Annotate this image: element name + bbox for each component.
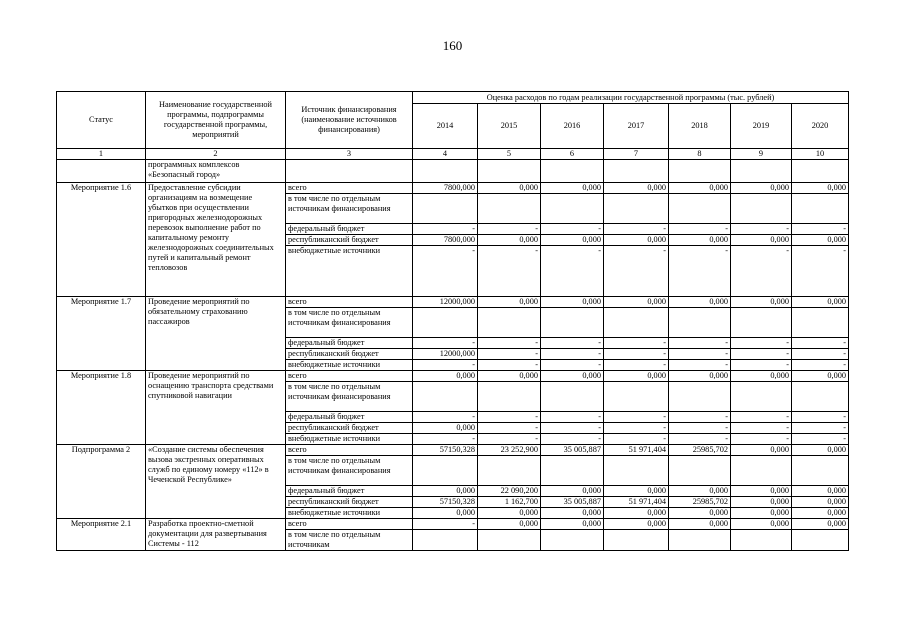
column-number: 6 xyxy=(541,149,604,160)
amount-cell: - xyxy=(792,423,849,434)
amount-cell: 0,000 xyxy=(541,519,604,530)
amount-cell: 7800,000 xyxy=(413,235,478,246)
amount-cell: 0,000 xyxy=(792,508,849,519)
amount-cell xyxy=(478,194,541,224)
amount-cell: - xyxy=(413,519,478,530)
funding-source: республиканский бюджет xyxy=(286,423,413,434)
row-name: Проведение мероприятий по оснащению транспорта средствами спутниковой навигации xyxy=(146,371,286,445)
funding-source: в том числе по отдельным источникам финансирования xyxy=(286,382,413,412)
row-status: Мероприятие 1.7 xyxy=(57,297,146,371)
amount-cell: - xyxy=(731,423,792,434)
amount-cell: - xyxy=(669,412,731,423)
row-name: Разработка проектно-сметной документации для развертывания Системы - 112 xyxy=(146,519,286,551)
amount-cell xyxy=(604,382,669,412)
column-number: 3 xyxy=(286,149,413,160)
amount-cell: 35 005,887 xyxy=(541,445,604,456)
amount-cell: 0,000 xyxy=(731,445,792,456)
funding-source: всего xyxy=(286,297,413,308)
amount-cell xyxy=(669,530,731,551)
amount-cell xyxy=(792,530,849,551)
amount-cell: - xyxy=(413,224,478,235)
header-year: 2015 xyxy=(478,104,541,149)
funding-source: республиканский бюджет xyxy=(286,349,413,360)
column-number: 9 xyxy=(731,149,792,160)
amount-cell: - xyxy=(731,338,792,349)
empty-cell xyxy=(669,160,731,183)
amount-cell: - xyxy=(669,224,731,235)
amount-cell: 0,000 xyxy=(669,371,731,382)
amount-cell: - xyxy=(669,349,731,360)
amount-cell: - xyxy=(478,349,541,360)
amount-cell: - xyxy=(604,434,669,445)
header-status: Статус xyxy=(57,92,146,149)
funding-source: республиканский бюджет xyxy=(286,497,413,508)
amount-cell: - xyxy=(541,338,604,349)
row-name: Проведение мероприятий по обязательному страхованию пассажиров xyxy=(146,297,286,371)
amount-cell: - xyxy=(541,349,604,360)
empty-cell xyxy=(413,160,478,183)
amount-cell xyxy=(731,456,792,486)
page-number: 160 xyxy=(442,38,463,53)
amount-cell xyxy=(478,382,541,412)
amount-cell: 0,000 xyxy=(604,486,669,497)
amount-cell: - xyxy=(541,360,604,371)
amount-cell xyxy=(541,194,604,224)
header-year: 2016 xyxy=(541,104,604,149)
funding-source: в том числе по отдельным источникам финансирования xyxy=(286,456,413,486)
amount-cell: 0,000 xyxy=(413,508,478,519)
amount-cell: 0,000 xyxy=(541,371,604,382)
amount-cell: 0,000 xyxy=(541,235,604,246)
amount-cell: 0,000 xyxy=(478,235,541,246)
funding-source: внебюджетные источники xyxy=(286,246,413,297)
amount-cell: - xyxy=(541,423,604,434)
header-year: 2020 xyxy=(792,104,849,149)
column-number: 4 xyxy=(413,149,478,160)
amount-cell: - xyxy=(413,412,478,423)
amount-cell: - xyxy=(792,434,849,445)
amount-cell: - xyxy=(792,224,849,235)
amount-cell: - xyxy=(478,360,541,371)
amount-cell xyxy=(478,456,541,486)
amount-cell: - xyxy=(731,224,792,235)
column-number: 5 xyxy=(478,149,541,160)
amount-cell: - xyxy=(604,360,669,371)
amount-cell: - xyxy=(413,360,478,371)
amount-cell xyxy=(731,194,792,224)
amount-cell xyxy=(604,194,669,224)
amount-cell: - xyxy=(413,246,478,297)
amount-cell: 57150,328 xyxy=(413,497,478,508)
header-year: 2017 xyxy=(604,104,669,149)
amount-cell: 0,000 xyxy=(669,508,731,519)
amount-cell: 12000,000 xyxy=(413,297,478,308)
amount-cell: 0,000 xyxy=(792,519,849,530)
amount-cell: 0,000 xyxy=(731,497,792,508)
amount-cell: - xyxy=(669,423,731,434)
amount-cell: - xyxy=(604,338,669,349)
row-status: Мероприятие 2.1 xyxy=(57,519,146,551)
amount-cell: 12000,000 xyxy=(413,349,478,360)
amount-cell: - xyxy=(541,224,604,235)
amount-cell: 0,000 xyxy=(604,297,669,308)
funding-source: в том числе по отдельным источникам финансирования xyxy=(286,194,413,224)
amount-cell: - xyxy=(541,246,604,297)
amount-cell xyxy=(669,456,731,486)
funding-source: федеральный бюджет xyxy=(286,412,413,423)
amount-cell xyxy=(541,456,604,486)
funding-source: всего xyxy=(286,371,413,382)
amount-cell: - xyxy=(604,423,669,434)
funding-source: внебюджетные источники xyxy=(286,360,413,371)
amount-cell: - xyxy=(604,224,669,235)
row-status: Мероприятие 1.8 xyxy=(57,371,146,445)
amount-cell xyxy=(669,382,731,412)
amount-cell: 51 971,404 xyxy=(604,445,669,456)
amount-cell: - xyxy=(604,412,669,423)
empty-cell xyxy=(478,160,541,183)
amount-cell xyxy=(478,308,541,338)
empty-cell xyxy=(604,160,669,183)
amount-cell xyxy=(669,308,731,338)
amount-cell: 0,000 xyxy=(478,183,541,194)
amount-cell xyxy=(604,308,669,338)
amount-cell: 0,000 xyxy=(731,183,792,194)
amount-cell: - xyxy=(669,338,731,349)
header-year: 2019 xyxy=(731,104,792,149)
funding-source: в том числе по отдельным источникам xyxy=(286,530,413,551)
amount-cell xyxy=(792,308,849,338)
amount-cell: 0,000 xyxy=(731,235,792,246)
amount-cell: - xyxy=(413,434,478,445)
funding-source: федеральный бюджет xyxy=(286,486,413,497)
amount-cell: - xyxy=(792,338,849,349)
funding-source: всего xyxy=(286,183,413,194)
row-name: «Создание системы обеспечения вызова экстренных оперативных служб по единому номеру «112» в Чеченской Республике» xyxy=(146,445,286,519)
amount-cell: - xyxy=(792,246,849,297)
funding-source: внебюджетные источники xyxy=(286,508,413,519)
row-name: Предоставление субсидии организациям на возмещение убытков при осуществлении пригородных железнодорожных перевозок выполнение работ по капитальному ремонту железнодорожных соединительных путей и капитальный ремонт тепловозов xyxy=(146,183,286,297)
amount-cell: - xyxy=(478,434,541,445)
column-number: 2 xyxy=(146,149,286,160)
amount-cell xyxy=(604,456,669,486)
column-number: 10 xyxy=(792,149,849,160)
amount-cell: - xyxy=(792,349,849,360)
funding-source: федеральный бюджет xyxy=(286,338,413,349)
amount-cell xyxy=(669,194,731,224)
amount-cell xyxy=(792,382,849,412)
amount-cell xyxy=(413,308,478,338)
amount-cell: 0,000 xyxy=(669,297,731,308)
column-number: 1 xyxy=(57,149,146,160)
amount-cell xyxy=(413,530,478,551)
amount-cell xyxy=(541,382,604,412)
amount-cell: 0,000 xyxy=(731,508,792,519)
amount-cell: - xyxy=(478,338,541,349)
amount-cell: 1 162,700 xyxy=(478,497,541,508)
amount-cell: - xyxy=(792,360,849,371)
amount-cell xyxy=(478,530,541,551)
amount-cell: - xyxy=(731,349,792,360)
amount-cell: 0,000 xyxy=(478,519,541,530)
amount-cell xyxy=(792,194,849,224)
amount-cell: 0,000 xyxy=(669,486,731,497)
amount-cell: - xyxy=(604,349,669,360)
amount-cell: - xyxy=(792,412,849,423)
amount-cell: 35 005,887 xyxy=(541,497,604,508)
budget-table xyxy=(56,91,849,551)
amount-cell: - xyxy=(478,412,541,423)
empty-cell xyxy=(731,160,792,183)
amount-cell: 0,000 xyxy=(669,183,731,194)
amount-cell: 0,000 xyxy=(541,508,604,519)
amount-cell: - xyxy=(478,246,541,297)
amount-cell: 0,000 xyxy=(604,508,669,519)
amount-cell: 0,000 xyxy=(792,445,849,456)
amount-cell xyxy=(792,456,849,486)
amount-cell: 0,000 xyxy=(792,497,849,508)
amount-cell: 0,000 xyxy=(541,183,604,194)
amount-cell: 25985,702 xyxy=(669,497,731,508)
amount-cell: - xyxy=(669,360,731,371)
amount-cell xyxy=(604,530,669,551)
amount-cell: - xyxy=(731,246,792,297)
amount-cell: 22 090,200 xyxy=(478,486,541,497)
header-estimate: Оценка расходов по годам реализации государственной программы (тыс. рублей) xyxy=(413,92,849,104)
amount-cell: - xyxy=(731,434,792,445)
row-status: Мероприятие 1.6 xyxy=(57,183,146,297)
table-row xyxy=(57,183,849,194)
header-name: Наименование государственной программы, подпрограммы государственной программы, мероприятий xyxy=(146,92,286,149)
header-source: Источник финансирования (наименование источников финансирования) xyxy=(286,92,413,149)
amount-cell: 23 252,900 xyxy=(478,445,541,456)
amount-cell xyxy=(413,382,478,412)
funding-source: всего xyxy=(286,445,413,456)
amount-cell: 0,000 xyxy=(731,519,792,530)
funding-source: внебюджетные источники xyxy=(286,434,413,445)
amount-cell xyxy=(413,194,478,224)
amount-cell: 0,000 xyxy=(669,519,731,530)
funding-source: федеральный бюджет xyxy=(286,224,413,235)
amount-cell: - xyxy=(541,434,604,445)
amount-cell: 0,000 xyxy=(478,508,541,519)
column-number: 8 xyxy=(669,149,731,160)
amount-cell: 57150,328 xyxy=(413,445,478,456)
amount-cell: - xyxy=(669,434,731,445)
amount-cell xyxy=(413,456,478,486)
amount-cell: 0,000 xyxy=(478,371,541,382)
row-status: Подпрограмма 2 xyxy=(57,445,146,519)
table-row xyxy=(57,297,849,308)
amount-cell: - xyxy=(478,423,541,434)
amount-cell: 0,000 xyxy=(604,235,669,246)
empty-cell xyxy=(792,160,849,183)
amount-cell xyxy=(731,382,792,412)
amount-cell: 51 971,404 xyxy=(604,497,669,508)
amount-cell: 0,000 xyxy=(731,297,792,308)
amount-cell: - xyxy=(731,360,792,371)
amount-cell: 7800,000 xyxy=(413,183,478,194)
amount-cell: 0,000 xyxy=(604,183,669,194)
continuation-status-cell xyxy=(57,160,146,183)
funding-source: республиканский бюджет xyxy=(286,235,413,246)
amount-cell: - xyxy=(731,412,792,423)
amount-cell: 0,000 xyxy=(792,486,849,497)
amount-cell: 0,000 xyxy=(541,486,604,497)
amount-cell: 0,000 xyxy=(792,235,849,246)
amount-cell: - xyxy=(604,246,669,297)
amount-cell: - xyxy=(669,246,731,297)
amount-cell xyxy=(731,308,792,338)
amount-cell xyxy=(541,530,604,551)
amount-cell: 0,000 xyxy=(604,519,669,530)
amount-cell: - xyxy=(413,338,478,349)
amount-cell xyxy=(731,530,792,551)
amount-cell: 0,000 xyxy=(731,371,792,382)
empty-cell xyxy=(286,160,413,183)
amount-cell: 0,000 xyxy=(413,486,478,497)
amount-cell: 0,000 xyxy=(792,183,849,194)
header-year: 2014 xyxy=(413,104,478,149)
amount-cell xyxy=(541,308,604,338)
continuation-name: программных комплексов «Безопасный город» xyxy=(146,160,286,183)
table-row xyxy=(57,371,849,382)
amount-cell: 0,000 xyxy=(413,423,478,434)
amount-cell: 0,000 xyxy=(731,486,792,497)
column-number: 7 xyxy=(604,149,669,160)
table-row xyxy=(57,519,849,530)
amount-cell: 0,000 xyxy=(604,371,669,382)
funding-source: всего xyxy=(286,519,413,530)
header-year: 2018 xyxy=(669,104,731,149)
table-row xyxy=(57,445,849,456)
amount-cell: - xyxy=(541,412,604,423)
amount-cell: - xyxy=(478,224,541,235)
amount-cell: 0,000 xyxy=(541,297,604,308)
funding-source: в том числе по отдельным источникам финансирования xyxy=(286,308,413,338)
amount-cell: 0,000 xyxy=(792,371,849,382)
amount-cell: 25985,702 xyxy=(669,445,731,456)
amount-cell: 0,000 xyxy=(478,297,541,308)
amount-cell: 0,000 xyxy=(669,235,731,246)
amount-cell: 0,000 xyxy=(413,371,478,382)
empty-cell xyxy=(541,160,604,183)
amount-cell: 0,000 xyxy=(792,297,849,308)
